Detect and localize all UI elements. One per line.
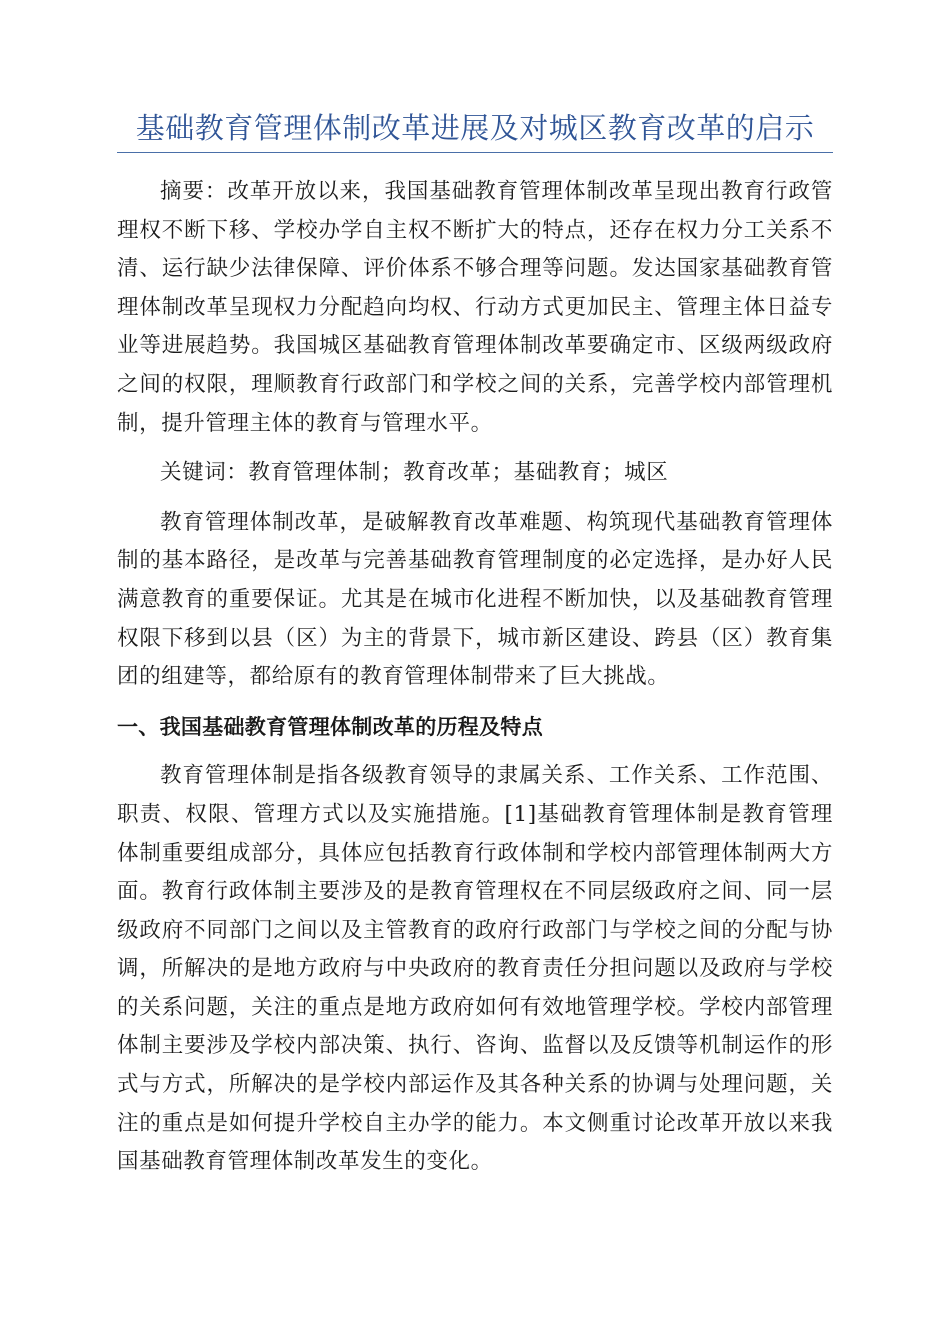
document-page [117, 108, 833, 1182]
keywords-paragraph: 关键词：教育管理体制；教育改革；基础教育；城区 [160, 460, 669, 486]
intro-paragraph: 教育管理体制改革，是破解教育改革难题、构筑现代基础教育管理体制的基本路径，是改革与完善基础教育管理制度的必定选择，是办好人民满意教育的重要保证。尤其是在城市化进程不断加快，以及基础教育管理权限下移到以县（区）为主的背景下，城市新区建设、跨县（区）教育集团的组建等，都给原有的教育管理体制带来了巨大挑战。 [117, 509, 833, 690]
section-heading-1: 一、我国基础教育管理体制改革的历程及特点 [117, 714, 543, 739]
title-block [117, 108, 833, 153]
document-title: 基础教育管理体制改革进展及对城区教育改革的启示 [135, 111, 815, 145]
abstract-paragraph: 摘要：改革开放以来，我国基础教育管理体制改革呈现出教育行政管理权不断下移、学校办学自主权不断扩大的特点，还存在权力分工关系不清、运行缺少法律保障、评价体系不够合理等问题。发达国家基础教育管理体制改革呈现权力分配趋向均权、行动方式更加民主、管理主体日益专业等进展趋势。我国城区基础教育管理体制改革要确定市、区级两级政府之间的权限，理顺教育行政部门和学校之间的关系，完善学校内部管理机制，提升管理主体的教育与管理水平。 [117, 179, 833, 436]
section-1-paragraph: 教育管理体制是指各级教育领导的隶属关系、工作关系、工作范围、职责、权限、管理方式以及实施措施。[1]基础教育管理体制是教育管理体制重要组成部分，具体应包括教育行政体制和学校内部管理体制两大方面。教育行政体制主要涉及的是教育管理权在不同层级政府之间、同一层级政府不同部门之间以及主管教育的政府行政部门与学校之间的分配与协调，所解决的是地方政府与中央政府的教育责任分担问题以及政府与学校的关系问题，关注的重点是地方政府如何有效地管理学校。学校内部管理体制主要涉及学校内部决策、执行、咨询、监督以及反馈等机制运作的形式与方式，所解决的是学校内部运作及其各种关系的协调与处理问题，关注的重点是如何提升学校自主办学的能力。本文侧重讨论改革开放以来我国基础教育管理体制改革发生的变化。 [117, 763, 833, 1175]
